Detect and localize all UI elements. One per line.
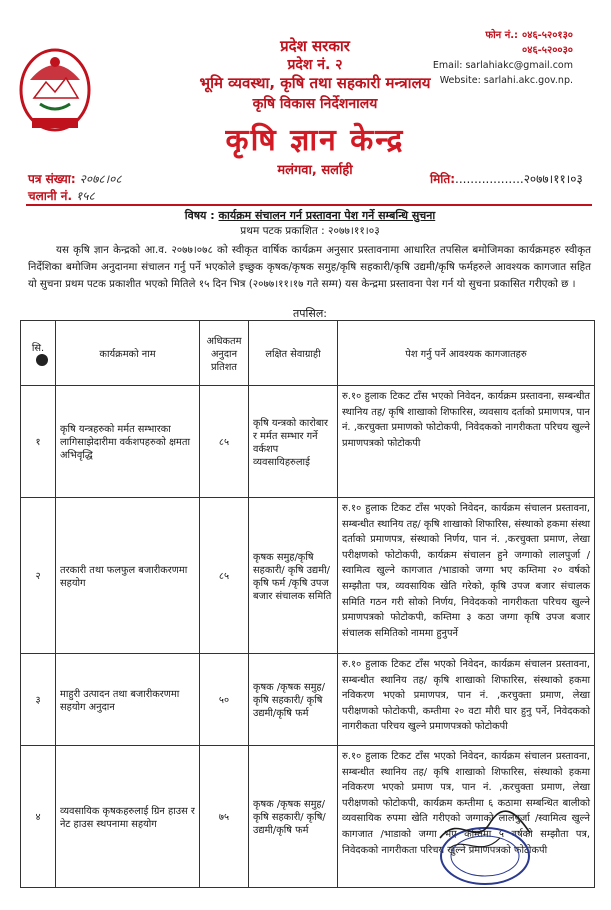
row-name: व्यवसायिक कृषकहरुलाई ग्रिन हाउस र नेट हाउस स्थपनामा सहयोग xyxy=(56,746,200,888)
patra-sankhya xyxy=(28,170,122,187)
chalani-label: चलानी नं. xyxy=(28,189,73,203)
row-target: कृषक /कृषक समुह/कृषि सहकारी/ कृषि/ उद्यमी/कृषि फर्म xyxy=(249,746,338,888)
row-sn: १ xyxy=(21,386,56,498)
miti-label: मिति: xyxy=(430,172,456,186)
row-percent: ७५ xyxy=(200,746,249,888)
office-location: मलंगवा, सर्लाही xyxy=(277,163,353,178)
programs-table xyxy=(20,320,595,888)
website-text: Website: sarlahi.akc.gov.np. xyxy=(439,75,573,86)
notice-body: यस कृषि ज्ञान केन्द्रको आ.व. २०७७।०७८ को स्वीकृत वार्षिक कार्यक्रम अनुसार प्रस्तावनामा आधारित तपसिल बमोजिमका कार्यक्रमहरु स्वीकृत निर्देशिका बमोजिम अनुदानमा संचालन गर्नु पर्ने भएकोले इच्छुक कृषक/कृषक समुह/कृषि सहकारी/कृषि उद्यमी/कृषि फर्महरुले आवश्यक कागजात सहित यो सुचना प्रथम पटक प्रकाशीत भएको मितिले १५ दिन भित्र (२०७७।११।१७ गते सम्म) यस केन्द्रमा प्रस्तावना पेश गर्न यो सुचना प्रकासित गरीएको छ । xyxy=(28,244,591,290)
phone-number-2: ०४६-५२००३० xyxy=(522,45,573,56)
header-sn: सि. xyxy=(21,321,56,386)
row-sn: ३ xyxy=(21,654,56,746)
punch-hole-icon xyxy=(36,354,48,366)
patra-value: २०७८।०८ xyxy=(79,172,122,186)
miti-value: ..................२०७७।११।०३ xyxy=(455,172,583,186)
first-published: प्रथम पटक प्रकाशित : २०७७।११।०३ xyxy=(240,225,380,237)
row-docs: रु.१० हुलाक टिकट टाँस भएको निवेदन, कार्यक्रम संचालन प्रस्तावना, सम्बन्धीत स्थानिय तह/ कृषि शाखाको शिफारिस, संस्थाको हकमा नविकरण भएको प्रमाण पत्र, पान नं. ,करचुक्ता प्रमाण, लेखा परीक्षणको फोटोकपी, कार्यक्रम कम्तीमा ६ कठामा सम्बन्धित बालीको व्यवसायिक रुपमा खेति गरीएको जग्गाको लालपुर्जा /स्वामित्व खुल्ने कागजात /भाडाको जग्गा भए कम्तिमा ५ वर्षको सम्झौता पत्र, निवेदकको नागरीकता परिचय खुल्ने प्रमाणपत्रको फोटोकपी xyxy=(338,746,595,888)
header-name: कार्यक्रमको नाम xyxy=(56,321,200,386)
row-docs: रु.१० हुलाक टिकट टाँस भएको निवेदन, कार्यक्रम संचालन प्रस्तावना, सम्बन्धीत स्थानिय तह/ कृषि शाखाको शिफारिस, संस्थाको हकमा नविकरण भएको प्रमाणपत्र, पान नं. ,करचुक्ता प्रमाण, लेखा परीक्षणको फोटोकपी, कम्तीमा २० वटा मौरी घार हुनु पर्ने, निवेदकको नागरीकता परिचय खुल्ने प्रमाणपत्रको फोटोकपी xyxy=(338,654,595,746)
table-row xyxy=(21,386,595,498)
table-row xyxy=(21,654,595,746)
table-header-row xyxy=(21,321,595,386)
patra-label: पत्र संख्या: xyxy=(28,172,76,186)
ministry-title: भूमि व्यवस्था, कृषि तथा सहकारी मन्त्रालय xyxy=(199,74,431,92)
row-percent: ५० xyxy=(200,654,249,746)
row-name: माहुरी उत्पादन तथा बजारीकरणमा सहयोग अनुदान xyxy=(56,654,200,746)
phone-number-1: ०४६-५२०१३० xyxy=(522,30,573,41)
row-name: तरकारी तथा फलफुल बजारीकरणमा सहयोग xyxy=(56,498,200,654)
row-sn: २ xyxy=(21,498,56,654)
date-line xyxy=(430,170,583,187)
subject-text: कार्यक्रम संचालन गर्न प्रस्तावना पेश गर्ने सम्बन्धि सुचना xyxy=(218,209,436,222)
chalani-number xyxy=(28,187,95,204)
nepal-emblem-icon xyxy=(16,40,94,140)
office-title: कृषि ज्ञान केन्द्र xyxy=(225,123,405,158)
row-target: कृषक समुह/कृषि सहकारी/ कृषि उद्यमी/कृषि फर्म /कृषि उपज बजार संचालक समिति xyxy=(249,498,338,654)
province-title: प्रदेश नं. २ xyxy=(287,57,343,73)
chalani-value: १५८ xyxy=(76,189,95,203)
row-target: कृषक /कृषक समुह/कृषि सहकारी/ कृषि उद्यमी/कृषि फर्म xyxy=(249,654,338,746)
header-divider xyxy=(26,204,592,206)
directorate-title: कृषि विकास निर्देशनालय xyxy=(252,96,378,112)
tapsil-heading: तपसिल: xyxy=(293,307,327,320)
row-percent: ८५ xyxy=(200,498,249,654)
subject-label: विषय : xyxy=(184,209,215,222)
office-stamp-icon xyxy=(430,808,540,888)
row-docs: रु.१० हुलाक टिकट टाँस भएको निवेदन, कार्यक्रम प्रस्तावना, सम्बन्धीत स्थानिय तह/ कृषि शाखाको शिफारिस, व्यवसाय दर्ताको प्रमाणपत्र, पान नं. ,करचुक्ता प्रमाणको फोटोकपी, निवेदकको नागरीकता परिचय खुल्ने प्रमाणपत्रको फोटोकपी xyxy=(338,386,595,498)
phone-label: फोन नं.: xyxy=(485,30,519,41)
row-docs: रु.१० हुलाक टिकट टाँस भएको निवेदन, कार्यक्रम संचालन प्रस्तावना, सम्बन्धीत स्थानिय तह/ कृषि शाखाको शिफारिस, संस्थाको हकमा संस्था दर्ताको प्रमाणपत्र, संस्थाको निर्णय, पान नं. ,करचुक्ता प्रमाण, लेखा परीक्षणको फोटोकपी, कार्यक्रम संचालन हुने जग्गाको लालपुर्जा /स्वामित्व खुल्ने कागजात /भाडाको जग्गा भए कम्तिमा २० वर्षको सम्झौता पत्र, व्यवसायिक खेति गरेको, कृषि उपज बजार संचालक समिति गठन गरी सोको निर्णय, निवेदकको नागरीकता परिचय खुल्ने प्रमाणपत्रको फोटोकपी, कम्तिमा ३ कठा जग्गा कृषि उपज बजार संचालक समितिको नाममा हुनुपर्ने xyxy=(338,498,595,654)
header-percent: अधिकतम अनुदान प्रतिशत xyxy=(200,321,249,386)
header-target: लक्षित सेवाग्राही xyxy=(249,321,338,386)
row-sn: ४ xyxy=(21,746,56,888)
contact-block xyxy=(393,28,573,88)
email-text: Email: sarlahiakc@gmail.com xyxy=(432,60,573,71)
gov-title: प्रदेश सरकार xyxy=(280,37,350,55)
notice-subject xyxy=(40,208,580,223)
row-name: कृषि यन्त्रहरुको मर्मत सम्भारका लागिसाझेदारीमा वर्कशपहरुको क्षमता अभिवृद्धि xyxy=(56,386,200,498)
row-percent: ८५ xyxy=(200,386,249,498)
row-target: कृषि यन्त्रको कारोबार र मर्मत सम्भार गर्ने वर्कशप व्यवसायिहरुलाई xyxy=(249,386,338,498)
header-docs: पेश गर्नु पर्ने आवश्यक कागजातहरु xyxy=(338,321,595,386)
table-row xyxy=(21,498,595,654)
